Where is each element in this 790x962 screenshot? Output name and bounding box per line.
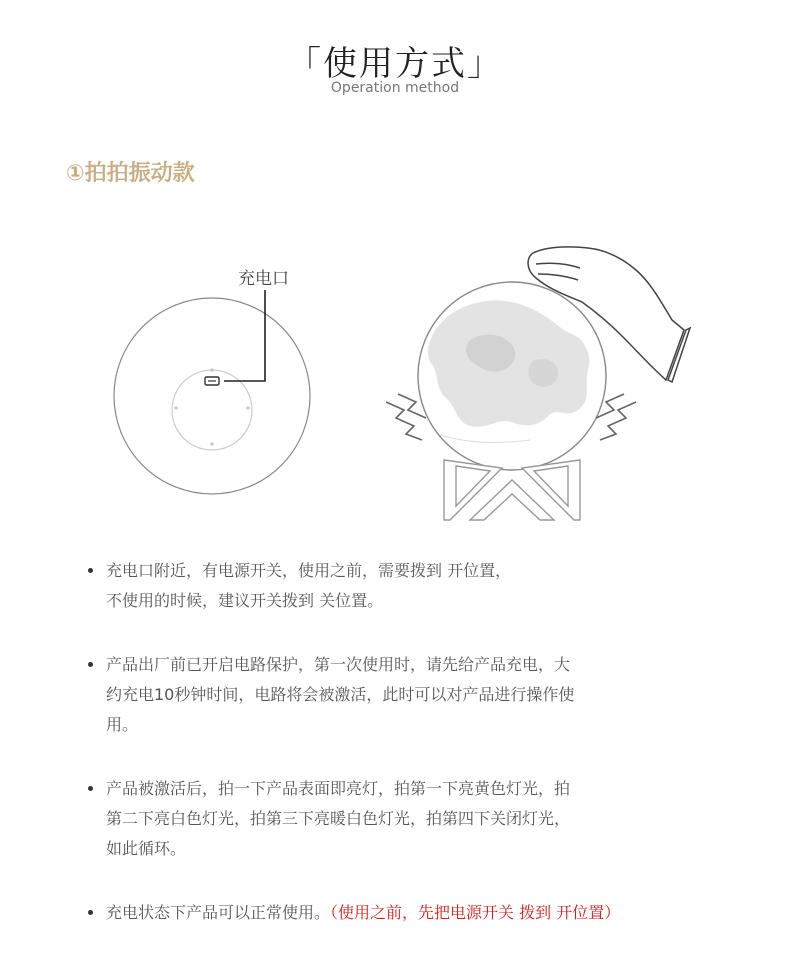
moon-lamp-illustration (418, 282, 606, 470)
page-title: 「使用方式」 (287, 44, 503, 84)
lamp-base-bottom-view (114, 298, 310, 494)
section-title: ①拍拍振动款 (66, 161, 195, 186)
list-item (84, 774, 724, 864)
bullet-dot (88, 910, 93, 915)
bullet-dot (88, 568, 93, 573)
usage-diagram (0, 230, 790, 540)
list-item (84, 650, 724, 740)
list-item (84, 898, 724, 928)
list-item-line: 产品被激活后，拍一下产品表面即亮灯，拍第一下亮黄色灯光，拍 (106, 779, 571, 798)
list-item-line: 不使用的时候，建议开关拨到 关位置。 (106, 591, 384, 610)
warning-note: （使用之前，先把电源开关 拨到 开位置） (330, 903, 621, 922)
list-item-line: 约充电10秒钟时间，电路将会被激活，此时可以对产品进行操作使 (106, 685, 575, 704)
list-item-line (106, 898, 724, 928)
list-item-line: 如此循环。 (106, 839, 187, 858)
bullet-dot (88, 786, 93, 791)
list-item-text: 充电状态下产品可以正常使用。 (106, 903, 331, 922)
list-item (84, 556, 724, 616)
charge-port-label: 充电口 (238, 269, 289, 289)
vibration-lines-left (386, 394, 426, 440)
list-item-line: 产品出厂前已开启电路保护，第一次使用时，请先给产品充电，大 (106, 655, 571, 674)
list-item-line: 第二下亮白色灯光，拍第三下亮暖白色灯光，拍第四下关闭灯光， (106, 809, 571, 828)
list-item-line: 用。 (106, 715, 139, 734)
instructions-list (84, 556, 724, 962)
page-subtitle: Operation method (330, 80, 460, 96)
charge-port-icon (205, 377, 219, 385)
bullet-dot (88, 662, 93, 667)
list-item-line: 充电口附近，有电源开关，使用之前，需要拨到 开位置， (106, 561, 512, 580)
